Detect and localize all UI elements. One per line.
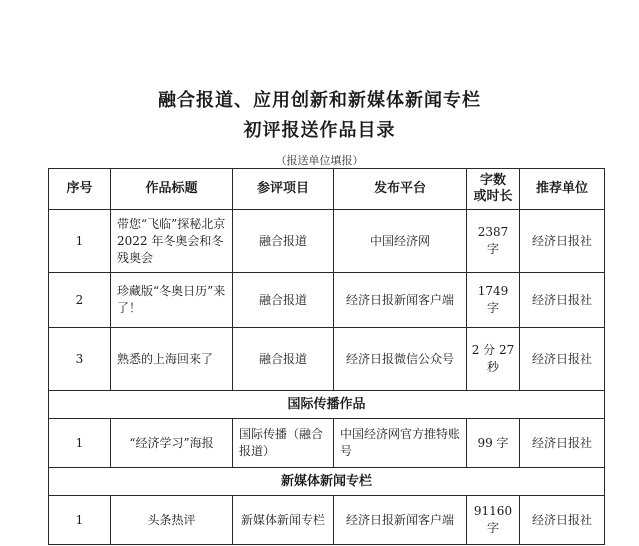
cell-length: 1749 字 bbox=[467, 273, 520, 328]
cell-title: 熟悉的上海回来了 bbox=[111, 328, 233, 391]
cell-index: 3 bbox=[49, 328, 111, 391]
cell-category: 融合报道 bbox=[233, 210, 334, 273]
cell-unit: 经济日报社 bbox=[520, 496, 605, 545]
section-title: 国际传播作品 bbox=[49, 391, 605, 419]
cell-platform: 中国经济网官方推特账号 bbox=[334, 419, 467, 468]
document-title: 融合报道、应用创新和新媒体新闻专栏 bbox=[158, 90, 481, 111]
cell-index: 1 bbox=[49, 419, 111, 468]
cell-title: 带您“飞临”探秘北京 2022 年冬奥会和冬残奥会 bbox=[111, 210, 233, 273]
cell-length: 2 分 27 秒 bbox=[467, 328, 520, 391]
cell-index: 1 bbox=[49, 210, 111, 273]
cell-length: 2387 字 bbox=[467, 210, 520, 273]
section-row-new-media bbox=[49, 468, 605, 496]
cell-unit: 经济日报社 bbox=[520, 273, 605, 328]
cell-unit: 经济日报社 bbox=[520, 419, 605, 468]
cell-platform: 经济日报微信公众号 bbox=[334, 328, 467, 391]
cell-unit: 经济日报社 bbox=[520, 328, 605, 391]
section-row-international bbox=[49, 391, 605, 419]
table-row bbox=[49, 496, 605, 545]
table-header-row bbox=[49, 169, 605, 210]
header-category: 参评项目 bbox=[233, 169, 334, 210]
header-length: 字数 或时长 bbox=[467, 169, 520, 210]
cell-category: 国际传播（融合报道） bbox=[233, 419, 334, 468]
cell-category: 新媒体新闻专栏 bbox=[233, 496, 334, 545]
cell-platform: 经济日报新闻客户端 bbox=[334, 496, 467, 545]
cell-length: 99 字 bbox=[467, 419, 520, 468]
cell-category: 融合报道 bbox=[233, 273, 334, 328]
works-table bbox=[48, 168, 605, 545]
cell-unit: 经济日报社 bbox=[520, 210, 605, 273]
header-unit: 推荐单位 bbox=[520, 169, 605, 210]
cell-category: 融合报道 bbox=[233, 328, 334, 391]
table-row bbox=[49, 328, 605, 391]
document-subtitle: 初评报送作品目录 bbox=[243, 120, 396, 141]
cell-length: 91160 字 bbox=[467, 496, 520, 545]
header-index: 序号 bbox=[49, 169, 111, 210]
section-title: 新媒体新闻专栏 bbox=[49, 468, 605, 496]
cell-index: 1 bbox=[49, 496, 111, 545]
cell-index: 2 bbox=[49, 273, 111, 328]
cell-title: “经济学习”海报 bbox=[111, 419, 233, 468]
cell-title: 头条热评 bbox=[111, 496, 233, 545]
header-platform: 发布平台 bbox=[334, 169, 467, 210]
table-row bbox=[49, 419, 605, 468]
cell-platform: 中国经济网 bbox=[334, 210, 467, 273]
header-title: 作品标题 bbox=[111, 169, 233, 210]
table-row bbox=[49, 210, 605, 273]
cell-title: 珍藏版“冬奥日历”来了！ bbox=[111, 273, 233, 328]
table-row bbox=[49, 273, 605, 328]
fill-note: （报送单位填报） bbox=[275, 154, 364, 167]
cell-platform: 经济日报新闻客户端 bbox=[334, 273, 467, 328]
